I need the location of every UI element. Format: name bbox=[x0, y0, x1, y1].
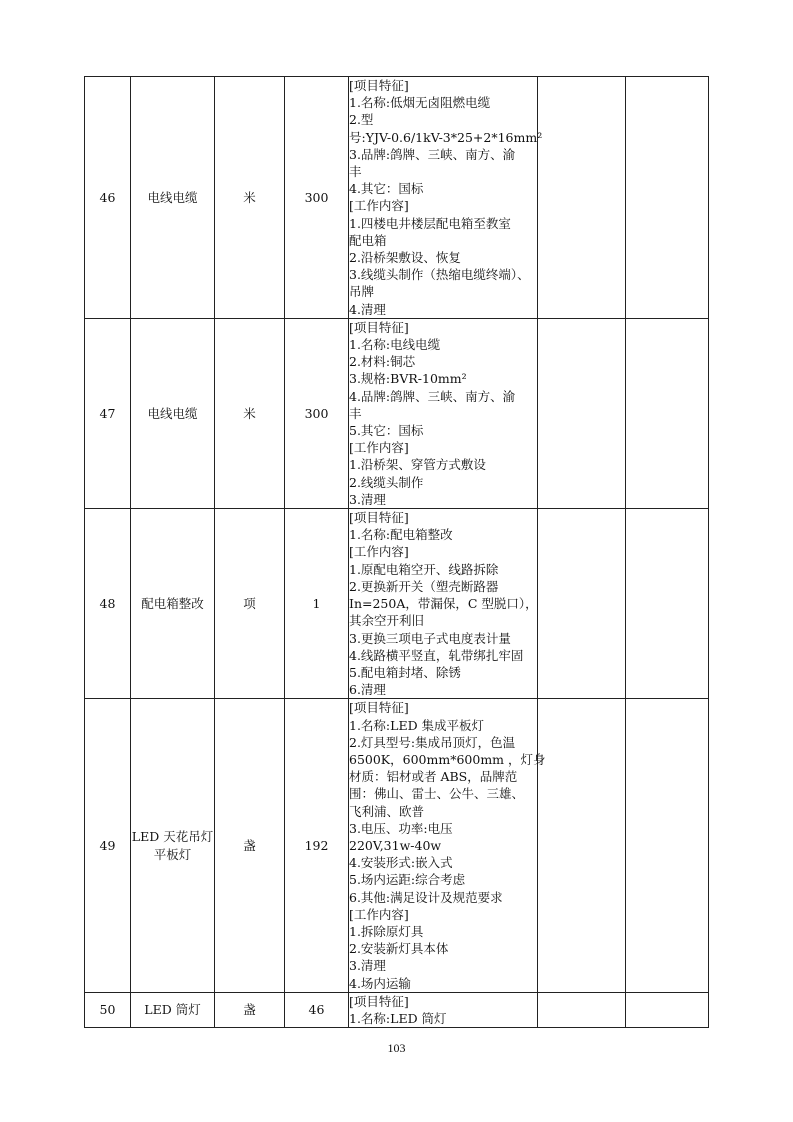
description-line: 2.灯具型号:集成吊顶灯，色温 bbox=[349, 734, 516, 750]
description-line: 5.配电箱封堵、除锈 bbox=[349, 664, 461, 680]
description-line: 丰 bbox=[349, 405, 362, 421]
description-line: [项目特征] bbox=[349, 510, 409, 526]
item-name-cell: LED 天花吊灯平板灯 bbox=[131, 699, 215, 992]
unit-price-cell bbox=[538, 509, 626, 699]
description-line: 4.清理 bbox=[349, 301, 386, 317]
description-cell bbox=[349, 992, 538, 1027]
total-price-cell bbox=[626, 699, 709, 992]
quantity-cell: 300 bbox=[285, 77, 349, 319]
item-number-cell: 50 bbox=[85, 992, 131, 1027]
unit-cell: 米 bbox=[215, 318, 285, 508]
description-line: 4.安装形式:嵌入式 bbox=[349, 855, 453, 871]
item-number-cell: 46 bbox=[85, 77, 131, 319]
description-line: [工作内容] bbox=[349, 440, 409, 456]
description-line: 2.型 bbox=[349, 112, 374, 128]
description-line: 3.更换三项电子式电度表计量 bbox=[349, 630, 511, 646]
description-line: 220V,31w-40w bbox=[349, 837, 442, 853]
description-line: 4.线路横平竖直，轧带绑扎牢固 bbox=[349, 647, 524, 663]
description-line: 4.其它：国标 bbox=[349, 181, 424, 197]
description-line: 4.场内运输 bbox=[349, 975, 411, 991]
description-line: 其余空开利旧 bbox=[349, 613, 425, 629]
quantity-cell: 1 bbox=[285, 509, 349, 699]
total-price-cell bbox=[626, 77, 709, 319]
description-line: 1.名称:LED 集成平板灯 bbox=[349, 717, 485, 733]
description-line: 5.其它：国标 bbox=[349, 423, 424, 439]
description-line: 1.名称:电线电缆 bbox=[349, 337, 441, 353]
description-cell bbox=[349, 318, 538, 508]
unit-price-cell bbox=[538, 318, 626, 508]
description-line: 1.原配电箱空开、线路拆除 bbox=[349, 561, 499, 577]
item-name-cell: LED 筒灯 bbox=[131, 992, 215, 1027]
table-row bbox=[85, 318, 709, 508]
table-row bbox=[85, 699, 709, 992]
quantity-cell: 300 bbox=[285, 318, 349, 508]
table-row bbox=[85, 509, 709, 699]
description-line: 2.沿桥架敷设、恢复 bbox=[349, 250, 461, 266]
item-number-cell: 48 bbox=[85, 509, 131, 699]
table-row bbox=[85, 77, 709, 319]
description-line: 3.电压、功率:电压 bbox=[349, 820, 453, 836]
description-line: [项目特征] bbox=[349, 319, 409, 335]
unit-cell: 盏 bbox=[215, 992, 285, 1027]
quantity-cell: 192 bbox=[285, 699, 349, 992]
unit-price-cell bbox=[538, 77, 626, 319]
description-line: 飞利浦、欧普 bbox=[349, 803, 425, 819]
unit-cell: 米 bbox=[215, 77, 285, 319]
unit-price-cell bbox=[538, 699, 626, 992]
description-line: 围：佛山、雷士、公牛、三雄、 bbox=[349, 786, 525, 802]
description-line: [工作内容] bbox=[349, 906, 409, 922]
description-line: 吊牌 bbox=[349, 284, 375, 300]
unit-price-cell bbox=[538, 992, 626, 1027]
description-line: 3.清理 bbox=[349, 491, 386, 507]
description-line: 4.品牌:鸽牌、三峡、南方、渝 bbox=[349, 388, 516, 404]
description-line: 6.清理 bbox=[349, 682, 386, 698]
description-line: In=250A，带漏保，C 型脱口）， bbox=[349, 596, 538, 612]
description-line: 1.名称:LED 筒灯 bbox=[349, 1010, 447, 1026]
item-name-cell: 电线电缆 bbox=[131, 77, 215, 319]
description-line: 号:YJV-0.6/1kV-3*25+2*16mm² bbox=[349, 129, 543, 145]
description-line: 3.清理 bbox=[349, 958, 386, 974]
description-line: 配电箱 bbox=[349, 232, 387, 248]
item-name-cell: 电线电缆 bbox=[131, 318, 215, 508]
description-line: [项目特征] bbox=[349, 993, 409, 1009]
quantity-cell: 46 bbox=[285, 992, 349, 1027]
description-line: 5.场内运距:综合考虑 bbox=[349, 872, 466, 888]
description-line: 2.更换新开关（塑壳断路器 bbox=[349, 578, 499, 594]
table-row bbox=[85, 992, 709, 1027]
item-number-cell: 49 bbox=[85, 699, 131, 992]
description-line: 丰 bbox=[349, 164, 362, 180]
description-line: 1.名称:配电箱整改 bbox=[349, 527, 453, 543]
description-line: [工作内容] bbox=[349, 198, 409, 214]
description-line: 1.名称:低烟无卤阻燃电缆 bbox=[349, 95, 491, 111]
total-price-cell bbox=[626, 992, 709, 1027]
description-line: 2.材料:铜芯 bbox=[349, 354, 416, 370]
description-line: 1.沿桥架、穿管方式敷设 bbox=[349, 457, 486, 473]
description-cell bbox=[349, 77, 543, 319]
description-line: 2.线缆头制作 bbox=[349, 474, 424, 490]
item-number-cell: 47 bbox=[85, 318, 131, 508]
description-line: 2.安装新灯具本体 bbox=[349, 941, 449, 957]
description-line: [项目特征] bbox=[349, 78, 409, 93]
total-price-cell bbox=[626, 509, 709, 699]
description-line: 3.线缆头制作（热缩电缆终端）、 bbox=[349, 267, 530, 283]
description-line: 1.四楼电井楼层配电箱至教室 bbox=[349, 215, 511, 231]
description-line: 材质：铝材或者 ABS，品牌范 bbox=[349, 769, 518, 785]
page-number: 103 bbox=[387, 1041, 406, 1055]
description-line: [工作内容] bbox=[349, 544, 409, 560]
description-line: 6500K，600mm*600mm ，灯身 bbox=[349, 751, 546, 767]
bill-of-quantities-table bbox=[84, 76, 709, 1028]
description-line: 1.拆除原灯具 bbox=[349, 923, 424, 939]
unit-cell: 项 bbox=[215, 509, 285, 699]
description-line: 3.品牌:鸽牌、三峡、南方、渝 bbox=[349, 146, 516, 162]
item-name-cell: 配电箱整改 bbox=[131, 509, 215, 699]
description-line: [项目特征] bbox=[349, 700, 409, 716]
description-cell bbox=[349, 509, 538, 699]
total-price-cell bbox=[626, 318, 709, 508]
description-cell bbox=[349, 699, 546, 992]
description-line: 3.规格:BVR-10mm² bbox=[349, 371, 467, 387]
unit-cell: 盏 bbox=[215, 699, 285, 992]
description-line: 6.其他:满足设计及规范要求 bbox=[349, 889, 503, 905]
